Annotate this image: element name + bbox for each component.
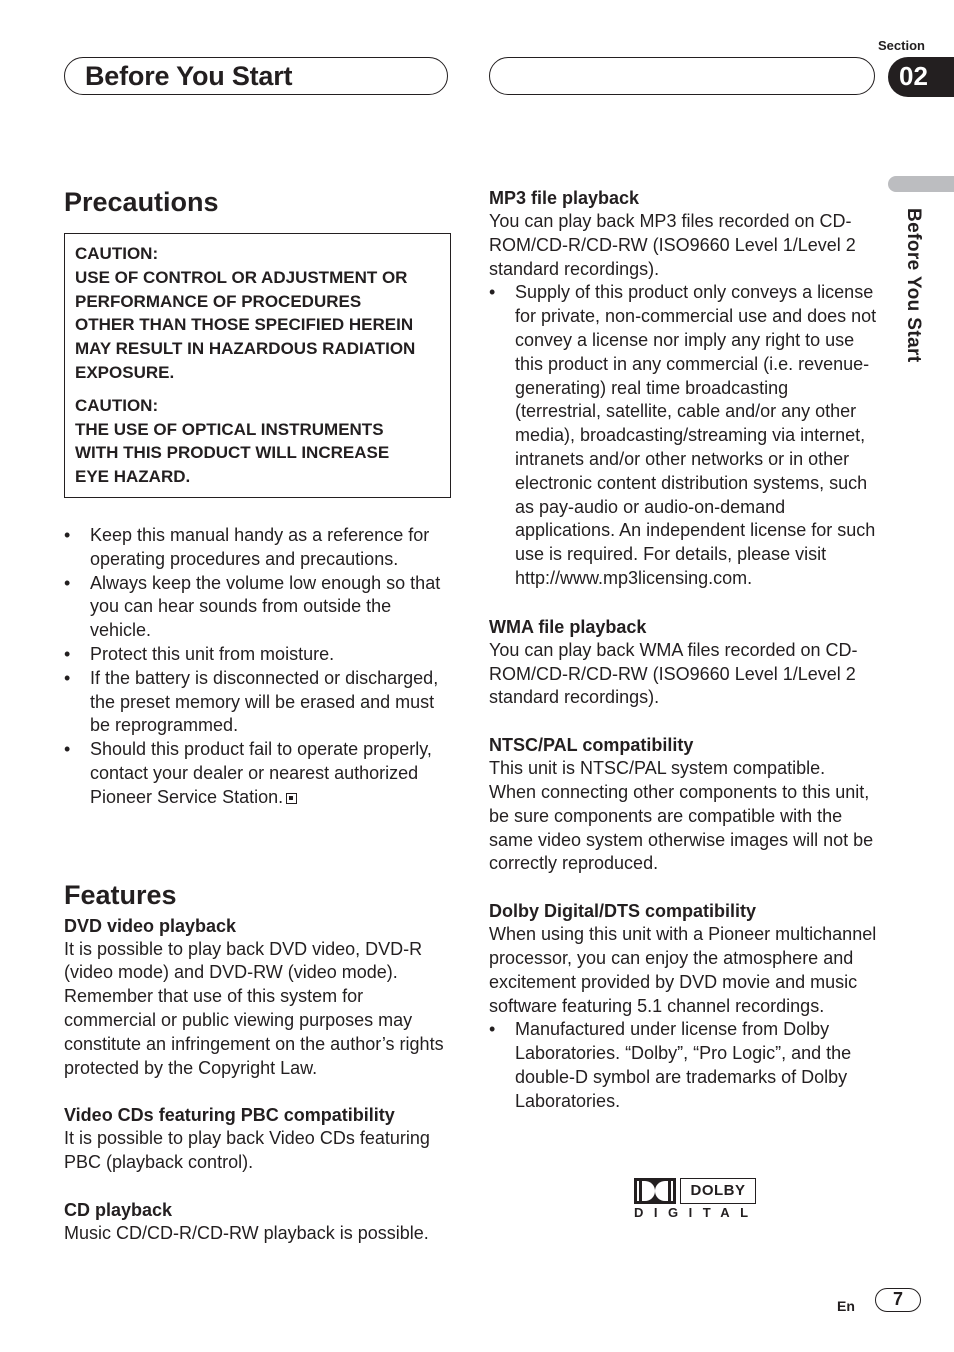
list-item	[64, 738, 456, 809]
caution1-line: USE OF CONTROL OR ADJUSTMENT OR	[75, 267, 408, 287]
section-number-badge	[888, 57, 954, 97]
double-d-icon	[634, 1178, 676, 1204]
list-item	[64, 667, 456, 738]
header-blank-pill	[489, 57, 875, 95]
list-item	[64, 572, 456, 643]
left-column	[64, 185, 454, 1246]
vcd-title: Video CDs featuring PBC compatibility	[64, 1105, 395, 1126]
side-tab-bar	[888, 176, 954, 192]
list-item-text: Should this product fail to operate properly, contact your dealer or nearest authorized Pioneer Service Station.	[90, 739, 432, 807]
caution2-line: EYE HAZARD.	[75, 467, 191, 487]
section-label: Section	[878, 38, 925, 53]
caution1-line: PERFORMANCE OF PROCEDURES	[75, 291, 362, 311]
list-item	[489, 281, 877, 590]
precautions-heading: Precautions	[64, 187, 219, 217]
caution2-line: THE USE OF OPTICAL INSTRUMENTS	[75, 419, 384, 439]
wma-body: You can play back WMA files recorded on CD-ROM/CD-R/CD-RW (ISO9660 Level 1/Level 2 standard recordings).	[489, 639, 858, 708]
cd-body: Music CD/CD-R/CD-RW playback is possible.	[64, 1222, 429, 1243]
dvd-body: It is possible to play back DVD video, DVD-R (video mode) and DVD-RW (video mode). Remember that use of this system for commercial or public viewing purposes may constitute an infringement on the author’s rights protected by the Copyright Law.	[64, 938, 444, 1078]
end-mark-icon	[286, 793, 297, 804]
list-item-text: Supply of this product only conveys a license for private, non-commercial use and does not convey a license nor imply any right to use this product in any commercial (i.e. revenue-generating) real time broadcasting (terrestrial, satellite, cable and/or any other media), broadcasting/streaming via internet, intranets and/or other networks or in other electronic content distribution systems, such as pay-audio or audio-on-demand applications. An independent license for such use is required. For details, please visit http://www.mp3licensing.com.	[515, 282, 877, 588]
list-item-text: Always keep the volume low enough so that you can hear sounds from outside the vehicle.	[90, 572, 441, 641]
language-label: En	[837, 1298, 855, 1314]
wma-title: WMA file playback	[489, 616, 647, 637]
dolby-title: Dolby Digital/DTS compatibility	[489, 901, 757, 922]
chapter-title-pill	[64, 57, 448, 95]
mp3-title: MP3 file playback	[489, 188, 640, 208]
precautions-list	[64, 524, 456, 810]
right-column	[489, 186, 877, 1114]
cd-title: CD playback	[64, 1199, 173, 1220]
caution1-line: MAY RESULT IN HAZARDOUS RADIATION	[75, 339, 416, 359]
vcd-body: It is possible to play back Video CDs featuring PBC (playback control).	[64, 1128, 430, 1173]
caution2-line: CAUTION:	[75, 395, 159, 415]
page-number: 7	[875, 1288, 921, 1312]
mp3-body: You can play back MP3 files recorded on CD-ROM/CD-R/CD-RW (ISO9660 Level 1/Level 2 standard recordings).	[489, 211, 856, 279]
caution-box	[64, 233, 451, 498]
chapter-title: Before You Start	[85, 61, 293, 91]
list-item	[489, 1018, 877, 1113]
section-number: 02	[899, 61, 928, 91]
digital-wordmark: DIGITAL	[634, 1205, 759, 1220]
list-item	[64, 643, 456, 667]
list-item-text: Manufactured under license from Dolby Laboratories. “Dolby”, “Pro Logic”, and the double-D symbol are trademarks of Dolby Laboratories.	[515, 1019, 852, 1111]
caution2-line: WITH THIS PRODUCT WILL INCREASE	[75, 443, 390, 463]
features-heading: Features	[64, 879, 177, 910]
dolby-body: When using this unit with a Pioneer multichannel processor, you can enjoy the atmosphere and excitement provided by DVD movie and music software featuring 5.1 channel recordings.	[489, 924, 877, 1016]
mp3-list	[489, 281, 877, 590]
list-item-text: Protect this unit from moisture.	[90, 643, 335, 664]
caution1-line: OTHER THAN THOSE SPECIFIED HEREIN	[75, 315, 414, 335]
caution1-line: EXPOSURE.	[75, 362, 175, 382]
dolby-wordmark: DOLBY	[680, 1178, 756, 1204]
dvd-title: DVD video playback	[64, 915, 237, 936]
list-item	[64, 524, 456, 572]
dolby-digital-logo	[634, 1178, 759, 1220]
ntsc-title: NTSC/PAL compatibility	[489, 735, 694, 756]
list-item-text: Keep this manual handy as a reference for operating procedures and precautions.	[90, 524, 430, 569]
dolby-list	[489, 1018, 877, 1113]
caution1-line: CAUTION:	[75, 244, 159, 263]
side-tab-label: Before You Start	[903, 208, 924, 363]
caution-spacer	[75, 385, 440, 394]
list-item-text: If the battery is disconnected or discharged, the preset memory will be erased and must be reprogrammed.	[90, 667, 439, 736]
ntsc-body: This unit is NTSC/PAL system compatible. When connecting other components to this unit, be sure components are compatible with the same video system otherwise images will not be correctly reproduced.	[489, 758, 874, 874]
